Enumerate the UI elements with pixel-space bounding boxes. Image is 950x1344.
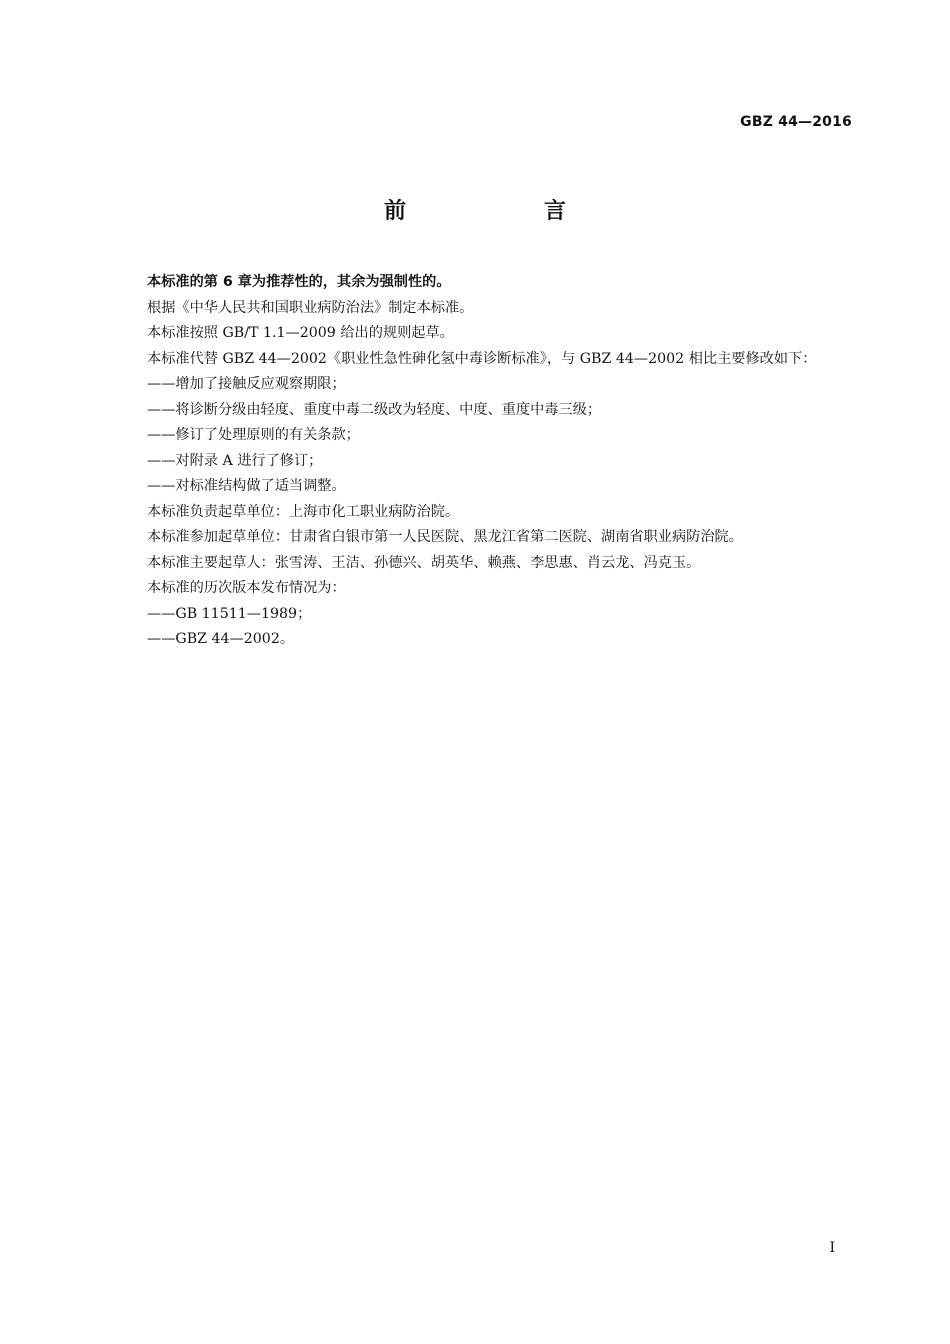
foreword-body [114,270,852,653]
paragraph-version-history: 本标准的历次版本发布情况为： [147,580,346,596]
list-item-change: ——增加了接触反应观察期限； [147,376,346,392]
paragraph-main-authors: 本标准主要起草人：张雪涛、王洁、孙德兴、胡英华、赖燕、李思惠、肖云龙、冯克玉。 [147,554,701,571]
list-item-version: ——GB 11511—1989； [147,605,312,622]
list-item-change: ——修订了处理原则的有关条款； [147,427,360,443]
list-item-change: ——对标准结构做了适当调整。 [147,478,346,494]
paragraph-normative-note: 本标准的第 6 章为推荐性的，其余为强制性的。 [147,274,451,290]
paragraph-drafting-rules: 本标准按照 GB/T 1.1—2009 给出的规则起草。 [147,325,454,341]
paragraph-participating-drafters: 本标准参加起草单位：甘肃省白银市第一人民医院、黑龙江省第二医院、湖南省职业病防治院。 [147,529,743,545]
list-item-change: ——将诊断分级由轻度、重度中毒二级改为轻度、中度、重度中毒三级； [147,401,602,418]
paragraph-replacement: 本标准代替 GBZ 44—2002《职业性急性砷化氢中毒诊断标准》，与 GBZ 44—2002 相比主要修改如下： [147,350,817,367]
paragraph-lead-drafter: 本标准负责起草单位：上海市化工职业病防治院。 [147,503,460,520]
page-title: 前 言 [383,199,624,224]
list-item-change: ——对附录 A 进行了修订； [147,452,323,469]
page-number: I [829,1240,835,1256]
list-item-version: ——GBZ 44—2002。 [147,631,295,647]
standard-code: GBZ 44—2016 [740,114,852,130]
paragraph-legal-basis: 根据《中华人民共和国职业病防治法》制定本标准。 [147,299,474,316]
